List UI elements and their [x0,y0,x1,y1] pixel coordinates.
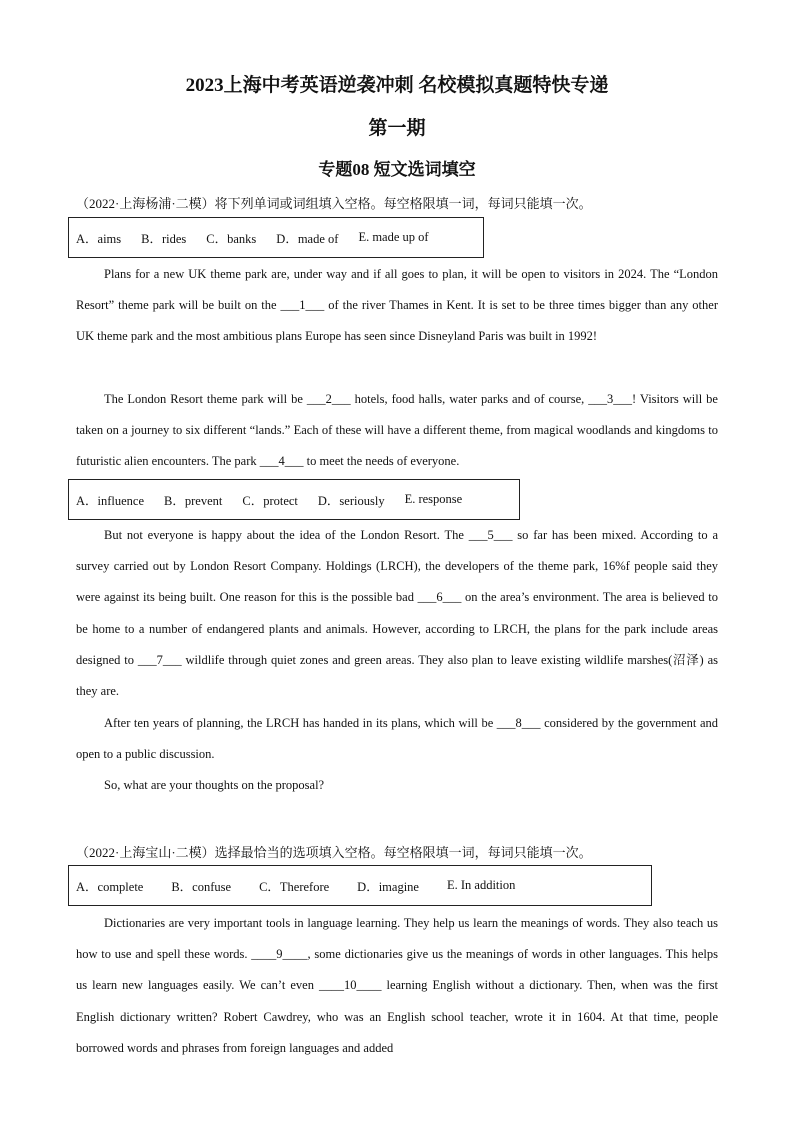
section1-instruction: （2022·上海杨浦·二模）将下列单词或词组填入空格。每空格限填一词，每词只能填一次。 [76,196,592,211]
section2-instruction: （2022·上海宝山·二模）选择最恰当的选项填入空格。每空格限填一词，每词只能填一次。 [76,845,592,860]
word-bank-option: A．complete [76,879,144,894]
paragraph-6: Dictionaries are very important tools in language learning. They help us learn the meanings of words. They also teach us how to use and spell these words. ____9____, some dictionaries give us the meanings of words in other languages. This helps us learn new languages easily. We can’t even ____10____ learning English without a dictionary. Then, when was the first English dictionary written? Robert Cawdrey, who was an English school teacher, wrote it in 1604. At that time, people borrowed words and phrases from foreign languages and added [76,916,718,1055]
word-bank-option: D．imagine [357,879,419,894]
word-bank-option: E. In addition [446,878,516,892]
document-title: 2023上海中考英语逆袭冲刺 名校模拟真题特快专递 [185,75,609,96]
word-bank-option: C．Therefore [259,879,330,894]
paragraph-1: Plans for a new UK theme park are, under way and if all goes to plan, it will be open to visitors in 2024. The “London Resort” theme park will be built on the ___1___ of the river Thames in Kent. It is set to be three times bigger than any other UK theme park and the most ambitious plans Europe has seen since Disneyland Paris was built in 1992! [76,267,718,344]
paragraph-5: So, what are your thoughts on the proposal? [104,778,325,792]
word-bank-option: C．protect [242,493,298,508]
word-bank-option: E. made up of [358,230,429,244]
word-bank-option: A．aims [76,231,122,246]
paragraph-3: But not everyone is happy about the idea of the London Resort. The ___5___ so far has been mixed. According to a survey carried out by London Resort Company. Holdings (LRCH), the developers of the theme park, 16%f people said they were against its being built. One reason for this is the possible bad ___6___ on the area’s environment. The area is believed to be home to a number of endangered plants and animals. However, according to LRCH, the plans for the park include areas designed to ___7___ wildlife through quiet zones and green areas. They also plan to leave existing wildlife marshes(沼泽) as they are. [76,528,718,699]
word-bank-option: D．seriously [317,493,385,508]
word-bank-option: B．confuse [171,879,232,894]
word-bank-option: A．influence [76,493,145,508]
word-bank-option: B．prevent [164,493,223,508]
word-bank-option: B．rides [141,231,187,246]
word-bank-option: D．made of [276,231,339,246]
issue-label: 第一期 [368,118,426,139]
word-bank-3 [68,865,652,906]
paragraph-4: After ten years of planning, the LRCH has handed in its plans, which will be ___8___ considered by the government and open to a public discussion. [76,716,718,762]
word-bank-option: E. response [404,492,463,506]
word-bank-2 [68,479,520,520]
word-bank-option: C．banks [206,231,257,246]
paragraph-2: The London Resort theme park will be ___2___ hotels, food halls, water parks and of course, ___3___! Visitors will be taken on a journey to six different “lands.” Each of these will have a different theme, from magical woodlands and kingdoms to futuristic alien encounters. The park ___4___ to meet the needs of everyone. [76,392,718,469]
word-bank-1 [68,217,484,258]
topic-heading: 专题08 短文选词填空 [318,160,476,179]
